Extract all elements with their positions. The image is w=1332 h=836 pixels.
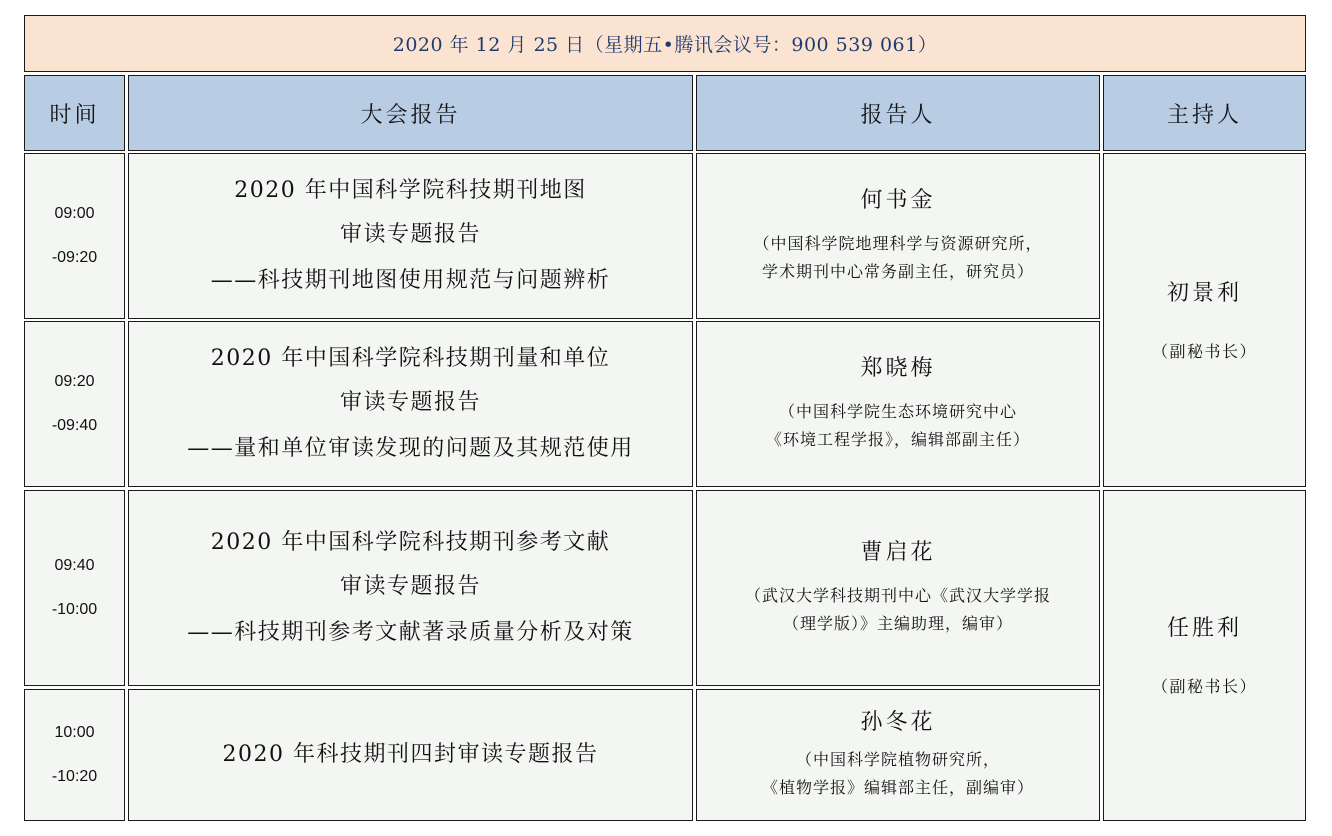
host-name: 任胜利 bbox=[1166, 616, 1242, 641]
report-title-line-2: 审读专题报告 bbox=[339, 574, 481, 599]
speaker-affiliation-line-2: 《环境工程学报》，编辑部副主任） bbox=[765, 430, 1030, 449]
host-name: 初景利 bbox=[1166, 280, 1242, 306]
report-subtitle: ——科技期刊参考文献著录质量分析及对策 bbox=[187, 620, 634, 645]
header-host-label: 主持人 bbox=[1166, 102, 1242, 128]
speaker-name: 何书金 bbox=[860, 188, 936, 213]
speaker-affiliation-line-2: 《植物学报》编辑部主任，副编审） bbox=[761, 778, 1034, 797]
speaker-3 bbox=[696, 490, 1100, 686]
report-title-line-1: 2020 年中国科学院科技期刊参考文献 bbox=[210, 530, 611, 555]
time-end: -09:40 bbox=[51, 417, 98, 434]
speaker-affiliation-line-1: （武汉大学科技期刊中心《武汉大学学报 bbox=[744, 586, 1051, 605]
time-slot-2 bbox=[24, 321, 125, 487]
host-role: （副秘书长） bbox=[1151, 677, 1257, 696]
report-title-line-1: 2020 年科技期刊四封审读专题报告 bbox=[222, 742, 599, 767]
time-start: 09:00 bbox=[54, 205, 95, 222]
report-title-line-1: 2020 年中国科学院科技期刊地图 bbox=[234, 178, 587, 203]
time-start: 09:20 bbox=[54, 373, 95, 390]
header-speaker bbox=[696, 75, 1100, 151]
header-time bbox=[24, 75, 125, 151]
time-end: -10:00 bbox=[51, 601, 98, 618]
time-start: 10:00 bbox=[54, 724, 95, 741]
report-title-line-2: 审读专题报告 bbox=[339, 222, 481, 247]
speaker-4 bbox=[696, 689, 1100, 821]
speaker-name: 孙冬花 bbox=[860, 710, 936, 735]
speaker-affiliation-line-2: 学术期刊中心常务副主任，研究员） bbox=[761, 262, 1034, 281]
time-start: 09:40 bbox=[54, 557, 95, 574]
date-banner-text: 2020 年 12 月 25 日（星期五•腾讯会议号：900 539 061） bbox=[392, 34, 938, 56]
header-speaker-label: 报告人 bbox=[860, 102, 936, 128]
host-role: （副秘书长） bbox=[1151, 341, 1257, 361]
host-1 bbox=[1103, 153, 1306, 487]
time-end: -09:20 bbox=[51, 249, 98, 266]
speaker-1 bbox=[696, 153, 1100, 319]
report-title-3 bbox=[128, 490, 693, 686]
header-host bbox=[1103, 75, 1306, 151]
report-title-line-1: 2020 年中国科学院科技期刊量和单位 bbox=[210, 346, 611, 371]
report-title-1 bbox=[128, 153, 693, 319]
speaker-name: 曹启花 bbox=[860, 540, 936, 565]
time-end: -10:20 bbox=[51, 768, 98, 785]
time-slot-3 bbox=[24, 490, 125, 686]
host-2 bbox=[1103, 490, 1306, 821]
report-title-4 bbox=[128, 689, 693, 821]
report-subtitle: ——科技期刊地图使用规范与问题辨析 bbox=[210, 268, 611, 293]
header-time-label: 时间 bbox=[49, 102, 100, 128]
speaker-affiliation-line-2: （理学版）》主编助理，编审） bbox=[782, 614, 1013, 633]
speaker-affiliation-line-1: （中国科学院生态环境研究中心 bbox=[778, 402, 1017, 421]
report-subtitle: ——量和单位审读发现的问题及其规范使用 bbox=[187, 436, 634, 461]
time-slot-4 bbox=[24, 689, 125, 821]
header-report-label: 大会报告 bbox=[360, 102, 461, 128]
speaker-2 bbox=[696, 321, 1100, 487]
header-report bbox=[128, 75, 693, 151]
time-slot-1 bbox=[24, 153, 125, 319]
date-banner bbox=[24, 15, 1306, 72]
speaker-name: 郑晓梅 bbox=[860, 356, 936, 381]
report-title-2 bbox=[128, 321, 693, 487]
speaker-affiliation-line-1: （中国科学院地理科学与资源研究所， bbox=[753, 234, 1043, 253]
speaker-affiliation-line-1: （中国科学院植物研究所， bbox=[795, 750, 1000, 769]
report-title-line-2: 审读专题报告 bbox=[339, 390, 481, 415]
